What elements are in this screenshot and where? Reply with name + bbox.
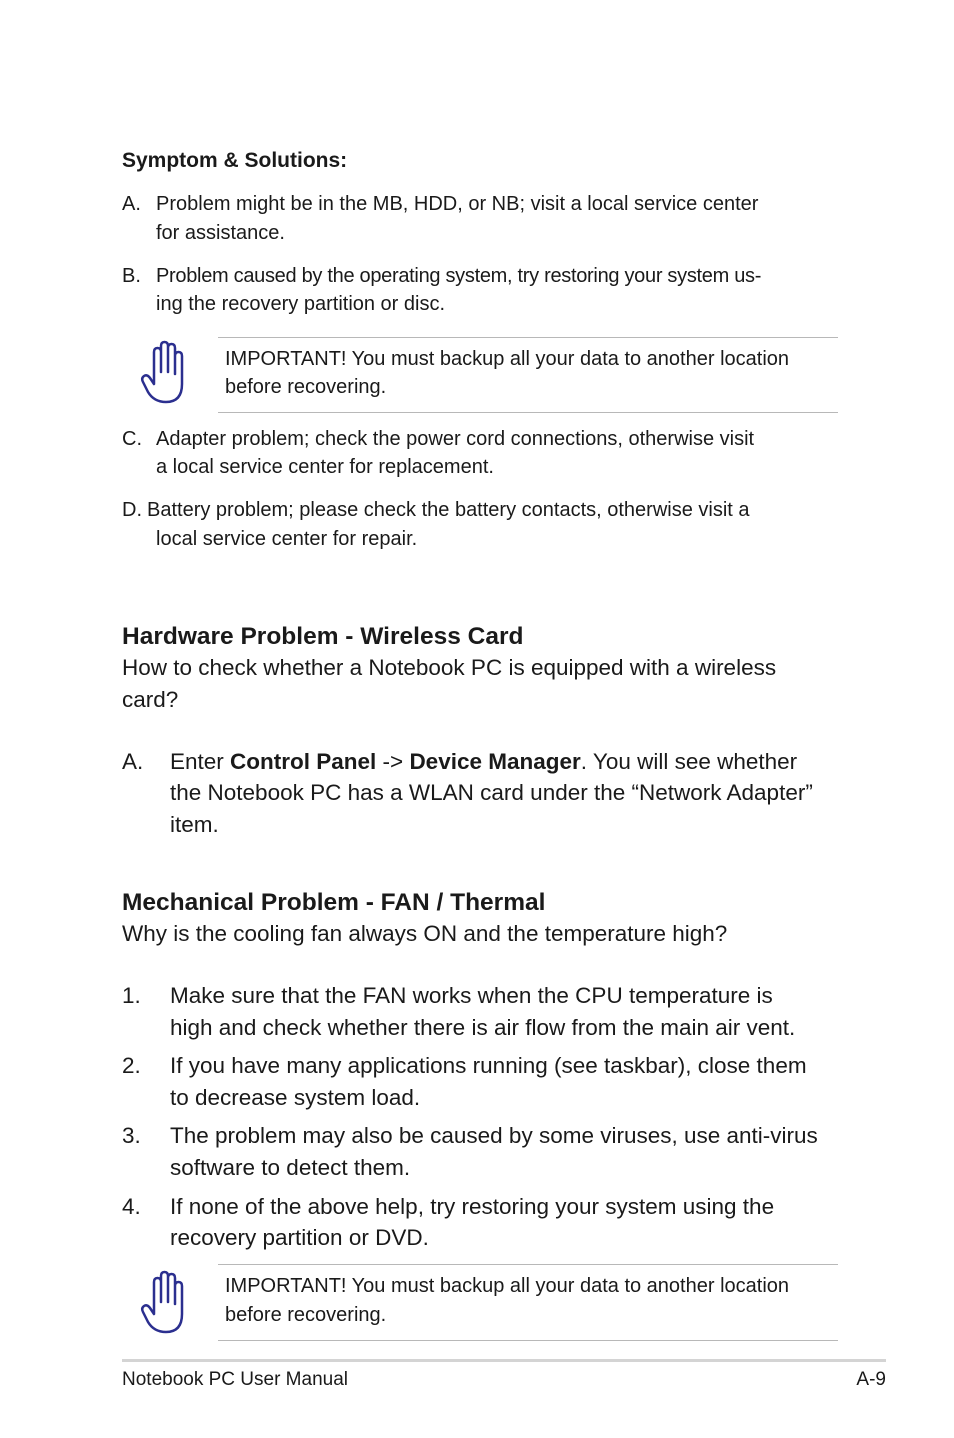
item-line: Problem caused by the operating system, try restoring your system us- xyxy=(156,265,762,287)
wireless-intro: card? xyxy=(122,687,179,712)
wireless-heading: Hardware Problem - Wireless Card xyxy=(122,623,524,650)
item-label: D. xyxy=(122,499,142,521)
item-line: a local service center for replacement. xyxy=(156,456,494,478)
hand-stop-icon xyxy=(140,340,188,406)
wireless-intro: How to check whether a Notebook PC is equipped with a wireless xyxy=(122,655,777,680)
item-label: A. xyxy=(122,193,141,215)
note-line: before recovering. xyxy=(225,1304,387,1326)
item-line: If you have many applications running (see taskbar), close them xyxy=(170,1053,807,1078)
item-text: . You will see whether xyxy=(580,749,798,774)
note-line: before recovering. xyxy=(225,376,387,398)
control-panel-term: Control Panel xyxy=(230,749,377,774)
item-line: Adapter problem; check the power cord connections, otherwise visit xyxy=(156,428,755,450)
item-line: the Notebook PC has a WLAN card under the “Network Adapter” xyxy=(170,780,813,805)
item-label: B. xyxy=(122,265,141,287)
item-label: 2. xyxy=(122,1053,141,1078)
item-label: 1. xyxy=(122,983,141,1008)
item-text: -> xyxy=(376,749,410,774)
hand-stop-icon xyxy=(140,1270,188,1336)
note-bottom-rule xyxy=(218,1340,838,1341)
item-line: Problem might be in the MB, HDD, or NB; visit a local service center xyxy=(156,193,759,215)
item-line xyxy=(170,746,797,778)
item-line: The problem may also be caused by some viruses, use anti-virus xyxy=(170,1123,818,1148)
item-label: 3. xyxy=(122,1123,141,1148)
note-line: IMPORTANT! You must backup all your data to another location xyxy=(225,1275,790,1297)
fan-heading: Mechanical Problem - FAN / Thermal xyxy=(122,889,546,916)
note-bottom-rule xyxy=(218,412,838,413)
symptom-heading: Symptom & Solutions: xyxy=(122,149,348,172)
item-line: item. xyxy=(170,812,219,837)
item-line: If none of the above help, try restoring your system using the xyxy=(170,1194,775,1219)
footer-manual-title: Notebook PC User Manual xyxy=(122,1369,348,1390)
item-label: C. xyxy=(122,428,142,450)
item-line: Make sure that the FAN works when the CPU temperature is xyxy=(170,983,773,1008)
item-label: 4. xyxy=(122,1194,141,1219)
item-line: for assistance. xyxy=(156,222,285,244)
note-top-rule xyxy=(218,1264,838,1265)
footer-rule xyxy=(122,1359,886,1362)
fan-intro: Why is the cooling fan always ON and the temperature high? xyxy=(122,921,728,946)
item-line: recovery partition or DVD. xyxy=(170,1225,429,1250)
item-line: local service center for repair. xyxy=(156,528,418,550)
item-line: Battery problem; please check the battery contacts, otherwise visit a xyxy=(147,499,750,521)
item-line: software to detect them. xyxy=(170,1155,411,1180)
item-line: high and check whether there is air flow from the main air vent. xyxy=(170,1015,796,1040)
device-manager-term: Device Manager xyxy=(409,749,581,774)
note-top-rule xyxy=(218,337,838,338)
item-label: A. xyxy=(122,749,144,774)
item-text: Enter xyxy=(170,749,231,774)
item-line: ing the recovery partition or disc. xyxy=(156,293,446,315)
note-line: IMPORTANT! You must backup all your data to another location xyxy=(225,348,790,370)
footer-page-number: A-9 xyxy=(856,1369,886,1390)
item-line: to decrease system load. xyxy=(170,1085,421,1110)
